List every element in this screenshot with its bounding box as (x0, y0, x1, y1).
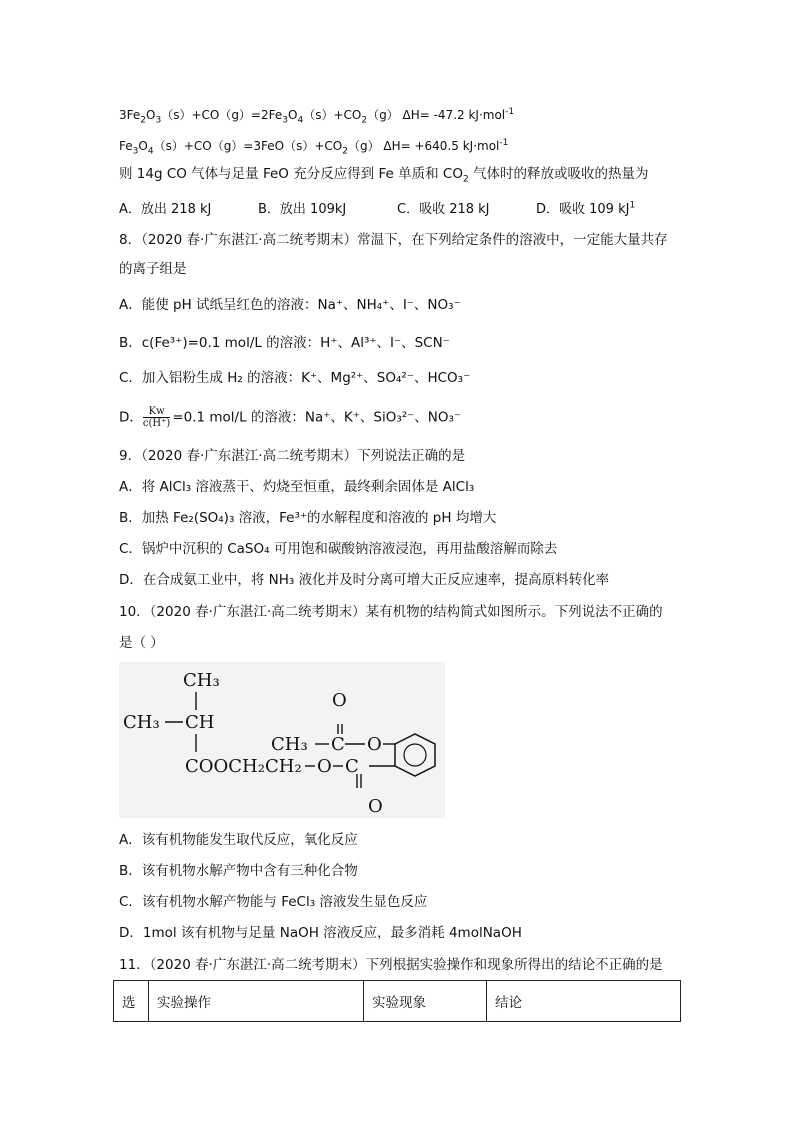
q10-option-b: B．该有机物水解产物中含有三种化合物 (119, 863, 358, 879)
q7-option-d: D．吸收 109 $kJ^1$ (536, 200, 636, 217)
q7-option-b: B．放出 109kJ (258, 202, 347, 217)
header-phenomenon: 实验现象 (364, 981, 487, 1022)
q10-option-c: C．该有机物水解产物能与 FeCl₃ 溶液发生显色反应 (119, 894, 428, 910)
q8-stem-line2: 的离子组是 (119, 261, 187, 277)
ch-group: CH (185, 712, 215, 733)
header-operation: 实验操作 (149, 981, 364, 1022)
equation-2: $Fe_3O_4(s)+CO(g)=3FeO(s)+CO_2(g)$ ΔH= +640.5 kJ·mol$^{-1}$ (119, 138, 509, 157)
q9-stem: 9．（2020 春·广东湛江·高二统考期末）下列说法正确的是 (119, 448, 466, 464)
aromatic-circle (404, 744, 426, 766)
q8-option-c: C．加入铝粉生成 H₂ 的溶液：K⁺、Mg²⁺、SO₄²⁻、HCO₃⁻ (119, 370, 471, 386)
carbonyl-c-2: C (345, 756, 359, 777)
q8-option-b: B．c(Fe³⁺)=0.1 mol/L 的溶液：H⁺、Al³⁺、I⁻、SCN⁻ (119, 335, 450, 351)
q10-option-d: D．1mol 该有机物与足量 NaOH 溶液反应，最多消耗 4molNaOH (119, 925, 522, 941)
q10-option-a: A．该有机物能发生取代反应，氧化反应 (119, 832, 358, 848)
ester-o-1: O (317, 756, 332, 777)
equation-1: $3Fe_2O_3(s)+CO(g)=2Fe_3O_4(s)+CO_2(g)$ ΔH= -47.2 kJ·mol$^{-1}$ (119, 107, 515, 126)
ch3-left: CH₃ (123, 712, 160, 733)
kw-fraction: $\frac{Kw}{c(H^+)}$ (142, 406, 171, 429)
q8-stem-line1: 8．（2020 春·广东湛江·高二统考期末）常温下，在下列给定条件的溶液中，一定能大量共存 (119, 232, 668, 248)
q8-option-a: A．能使 pH 试纸呈红色的溶液：Na⁺、NH₄⁺、I⁻、NO₃⁻ (119, 297, 461, 313)
q9-option-d: D．在合成氨工业中，将 NH₃ 液化并及时分离可增大正反应速率，提高原料转化率 (119, 572, 610, 588)
structural-formula-drawing (119, 662, 445, 818)
header-option: 选 (114, 981, 149, 1022)
ch3-top: CH₃ (183, 670, 220, 691)
header-conclusion: 结论 (487, 981, 681, 1022)
q9-option-c: C．锅炉中沉积的 CaSO₄ 可用饱和碳酸钠溶液浸泡，再用盐酸溶解而除去 (119, 541, 558, 557)
experiment-table (113, 980, 681, 1022)
q7-option-c: C．吸收 218 kJ (397, 202, 490, 217)
q10-stem-line2: 是（ ） (119, 635, 164, 651)
ester-o-ring: O (367, 734, 382, 755)
q8-option-d: D． $\frac{Kw}{c(H^+)}$ =0.1 mol/L 的溶液：Na⁺、K⁺、SiO₃²⁻、NO₃⁻ (119, 406, 462, 429)
cooch2ch2-group: COOCH₂CH₂ (185, 756, 302, 777)
table-header-row (114, 981, 681, 1022)
carbonyl-c-1: C (331, 734, 345, 755)
q10-stem-line1: 10．（2020 春·广东湛江·高二统考期末）某有机物的结构简式如图所示。下列说法不正确的 (119, 604, 663, 620)
carbonyl-o-top: O (332, 690, 347, 711)
q9-option-a: A．将 AlCl₃ 溶液蒸干、灼烧至恒重，最终剩余固体是 AlCl₃ (119, 479, 475, 495)
structural-formula (119, 662, 445, 818)
q7-option-a: A．放出 218 kJ (119, 202, 212, 217)
carbonyl-o-bottom: O (368, 796, 383, 817)
q7-stem: 则 14g CO 气体与足量 FeO 充分反应得到 Fe 单质和 $CO_2$ 气体时的释放或吸收的热量为 (119, 166, 649, 185)
q11-stem: 11．（2020 春·广东湛江·高二统考期末）下列根据实验操作和现象所得出的结论不正确的是 (119, 957, 663, 973)
ch3-middle: CH₃ (271, 734, 308, 755)
q9-option-b: B．加热 Fe₂(SO₄)₃ 溶液，Fe³⁺的水解程度和溶液的 pH 均增大 (119, 510, 497, 526)
benzene-ring (395, 734, 435, 776)
